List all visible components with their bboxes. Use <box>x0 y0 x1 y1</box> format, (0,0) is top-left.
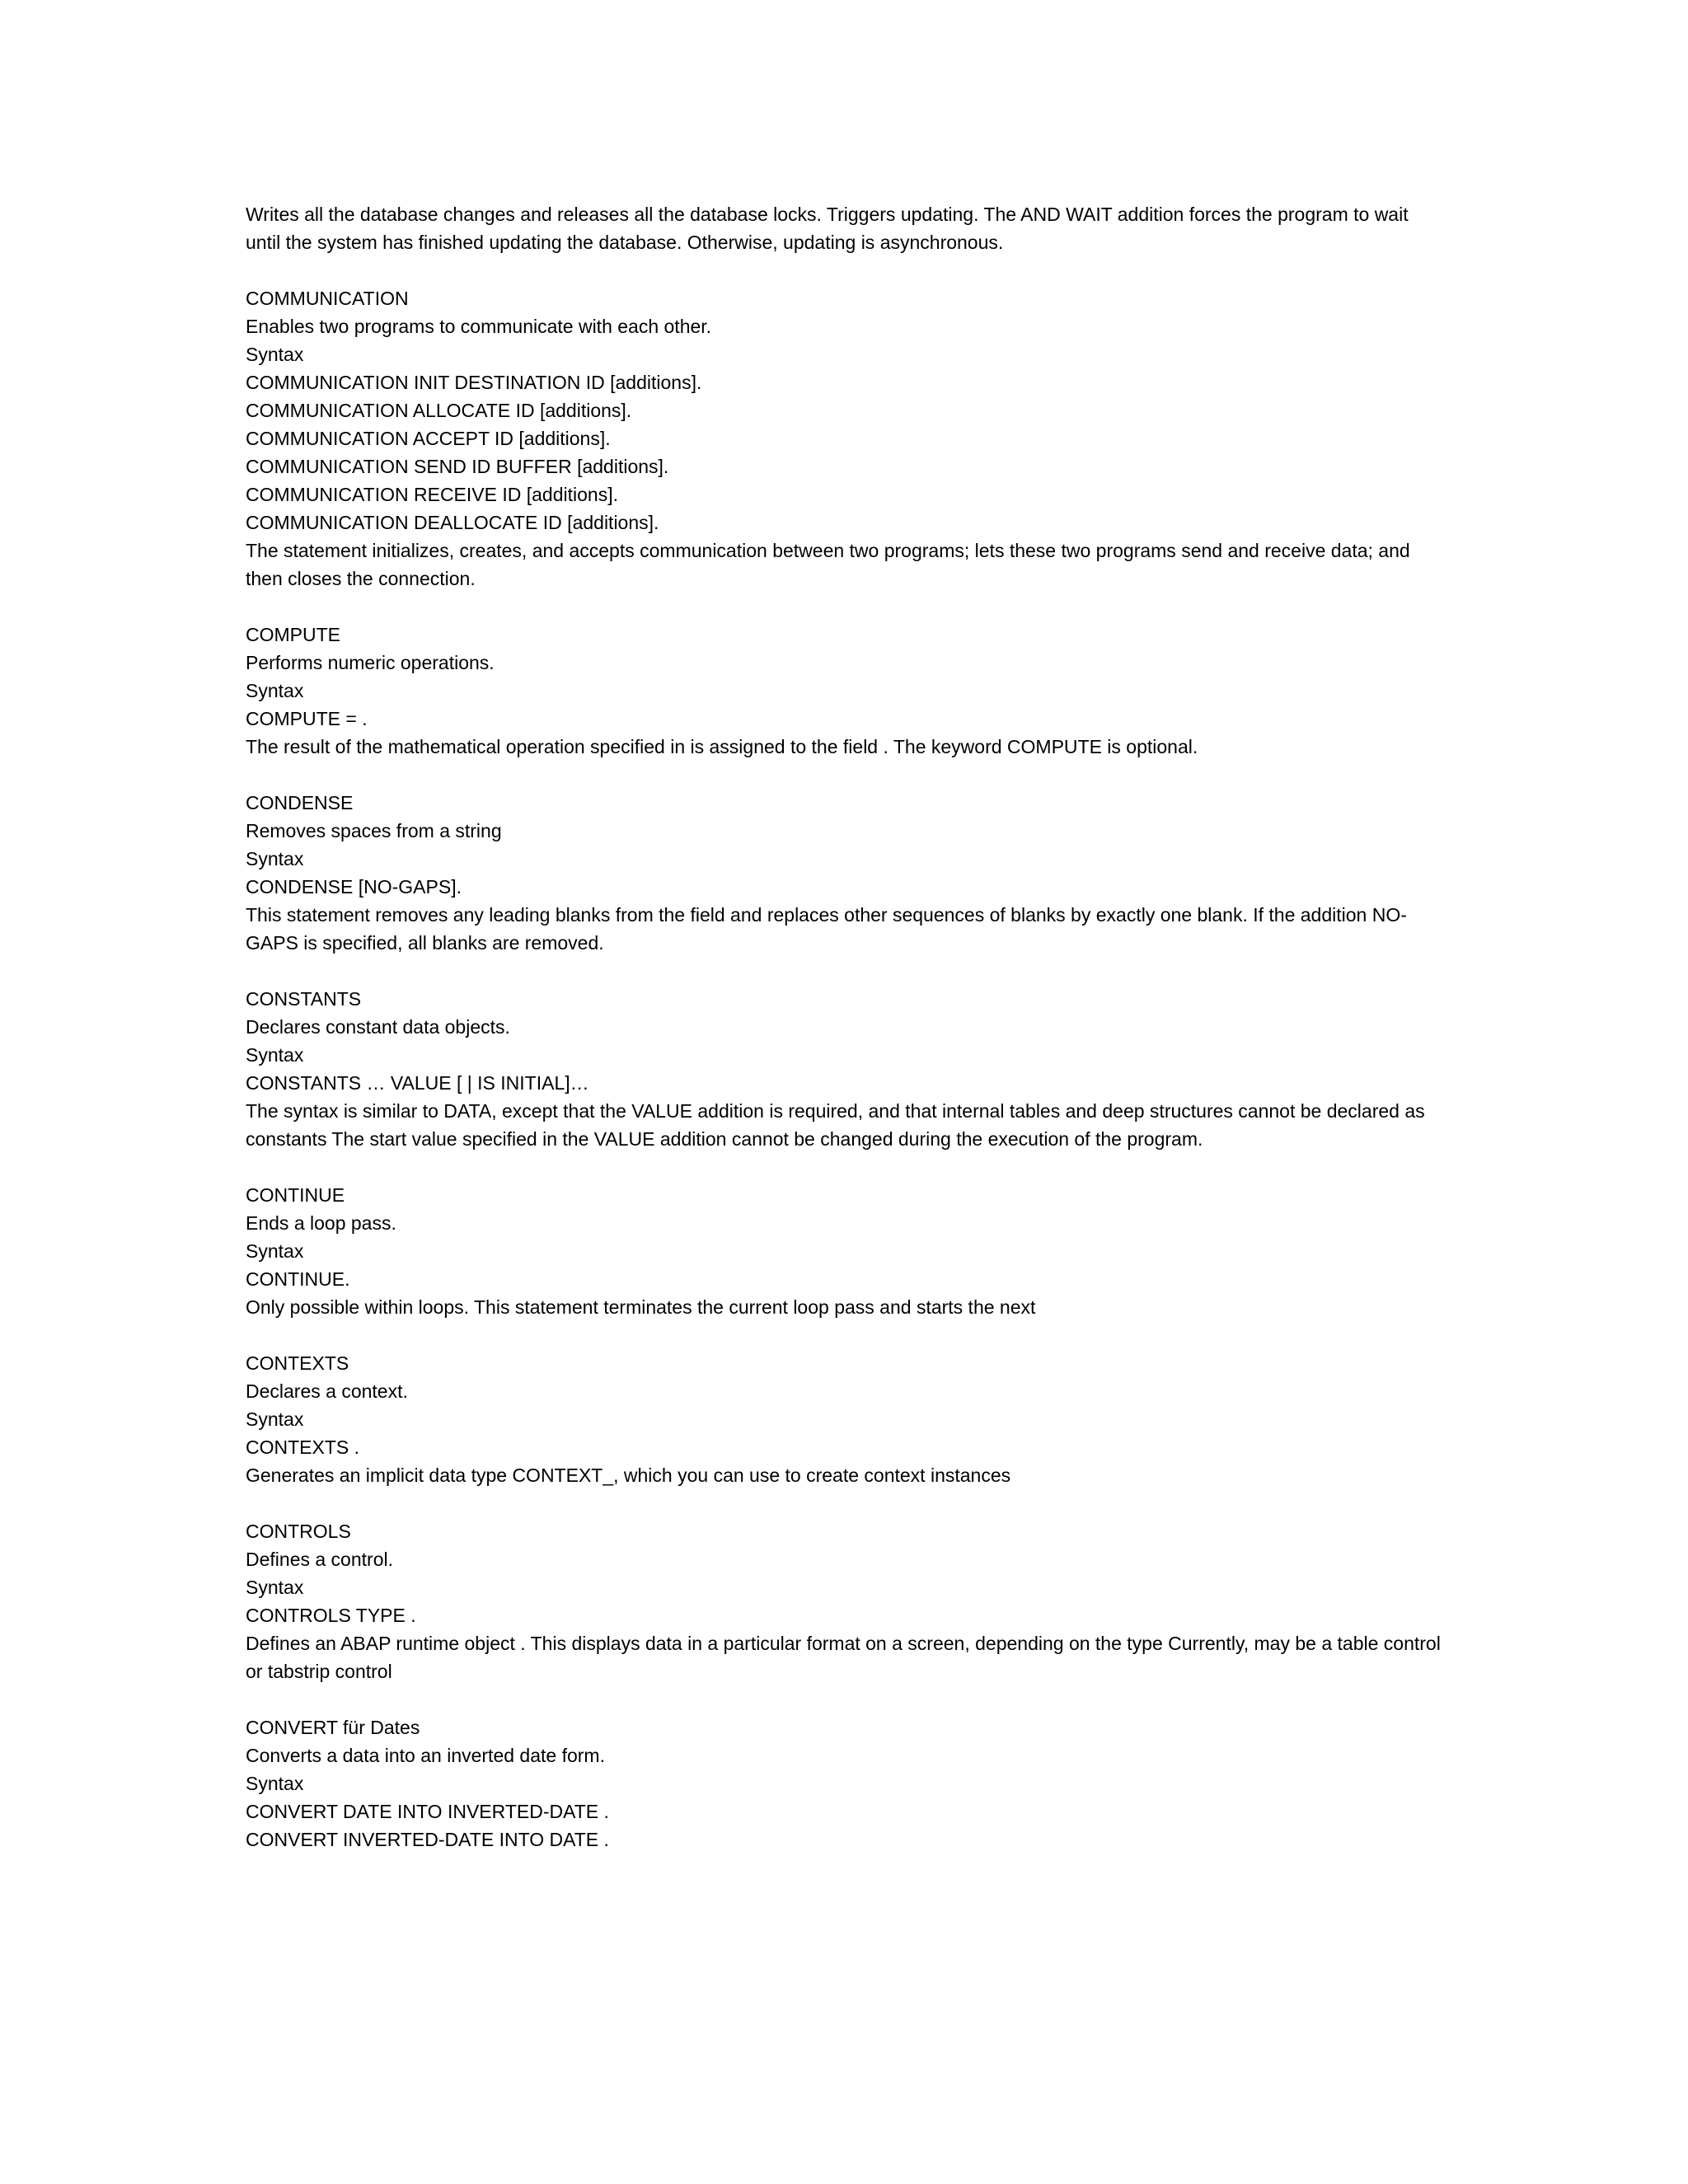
section-line: COMMUNICATION ALLOCATE ID [additions]. <box>246 400 632 421</box>
keyword-title: CONDENSE <box>246 792 354 813</box>
syntax-label: Syntax <box>246 680 304 701</box>
section-line: COMMUNICATION DEALLOCATE ID [additions]. <box>246 512 659 533</box>
section-line: Generates an implicit data type CONTEXT_, which you can use to create context instances <box>246 1465 1011 1486</box>
keyword-section <box>246 1517 1447 1685</box>
section-line: COMPUTE = . <box>246 708 368 729</box>
section-line: CONTINUE. <box>246 1268 350 1290</box>
document-page <box>246 200 1447 1854</box>
keyword-section <box>246 621 1441 761</box>
syntax-label: Syntax <box>246 1044 304 1066</box>
keyword-title: COMPUTE <box>246 624 340 645</box>
keyword-title: CONTEXTS <box>246 1352 349 1374</box>
syntax-label: Syntax <box>246 1577 304 1598</box>
keyword-title: CONSTANTS <box>246 988 362 1010</box>
syntax-label: Syntax <box>246 1773 304 1794</box>
section-line: Removes spaces from a string <box>246 820 502 841</box>
section-line: CONTROLS TYPE . <box>246 1605 416 1626</box>
section-line: Only possible within loops. This statement terminates the current loop pass and starts the next <box>246 1296 1036 1318</box>
keyword-title: CONTROLS <box>246 1521 351 1542</box>
syntax-label: Syntax <box>246 1408 304 1430</box>
keyword-sections <box>246 284 1447 1854</box>
section-line: Defines an ABAP runtime object . This displays data in a particular format on a screen, depending on the type Currently, may be a table control or tabstrip control <box>246 1633 1447 1682</box>
section-line: Converts a data into an inverted date form. <box>246 1745 605 1766</box>
section-line: Ends a loop pass. <box>246 1212 396 1234</box>
syntax-label: Syntax <box>246 344 304 365</box>
keyword-section <box>246 1181 1441 1321</box>
section-line: CONSTANTS … VALUE [ | IS INITIAL]… <box>246 1072 589 1094</box>
section-line: CONVERT INVERTED-DATE INTO DATE . <box>246 1829 609 1850</box>
section-line: COMMUNICATION RECEIVE ID [additions]. <box>246 484 618 505</box>
keyword-section <box>246 985 1441 1153</box>
syntax-label: Syntax <box>246 848 304 869</box>
section-line: COMMUNICATION ACCEPT ID [additions]. <box>246 428 611 449</box>
intro-paragraph: Writes all the database changes and releases all the database locks. Triggers updating. The AND WAIT addition forces the program to wait until the system has finished updating the database. Otherwise, updating is asynchronous. <box>246 204 1409 253</box>
section-line: COMMUNICATION INIT DESTINATION ID [additions]. <box>246 372 702 393</box>
keyword-section <box>246 1349 1441 1489</box>
section-line: Enables two programs to communicate with each other. <box>246 316 712 337</box>
section-line: This statement removes any leading blanks from the field and replaces other sequences of blanks by exactly one blank. If the addition NO-GAPS is specified, all blanks are removed. <box>246 904 1407 954</box>
syntax-label: Syntax <box>246 1240 304 1262</box>
keyword-section <box>246 284 1441 593</box>
keyword-title: CONVERT für Dates <box>246 1717 420 1738</box>
section-line: Declares a context. <box>246 1380 408 1402</box>
section-line: CONVERT DATE INTO INVERTED-DATE . <box>246 1801 609 1822</box>
section-line: CONTEXTS . <box>246 1436 360 1458</box>
keyword-section <box>246 1713 1441 1854</box>
section-line: Performs numeric operations. <box>246 652 495 673</box>
section-line: COMMUNICATION SEND ID BUFFER [additions]. <box>246 456 669 477</box>
keyword-title: CONTINUE <box>246 1184 345 1206</box>
keyword-title: COMMUNICATION <box>246 288 409 309</box>
section-line: The statement initializes, creates, and accepts communication between two programs; lets these two programs send and receive data; and then closes the connection. <box>246 540 1416 589</box>
keyword-section <box>246 789 1441 957</box>
section-line: The result of the mathematical operation specified in is assigned to the field . The keyword COMPUTE is optional. <box>246 736 1198 757</box>
section-line: Declares constant data objects. <box>246 1016 510 1038</box>
section-line: Defines a control. <box>246 1549 393 1570</box>
section-line: CONDENSE [NO-GAPS]. <box>246 876 462 898</box>
section-line: The syntax is similar to DATA, except that the VALUE addition is required, and that internal tables and deep structures cannot be declared as constants The start value specified in the VALUE addition cannot be changed during the execution of the program. <box>246 1100 1431 1150</box>
